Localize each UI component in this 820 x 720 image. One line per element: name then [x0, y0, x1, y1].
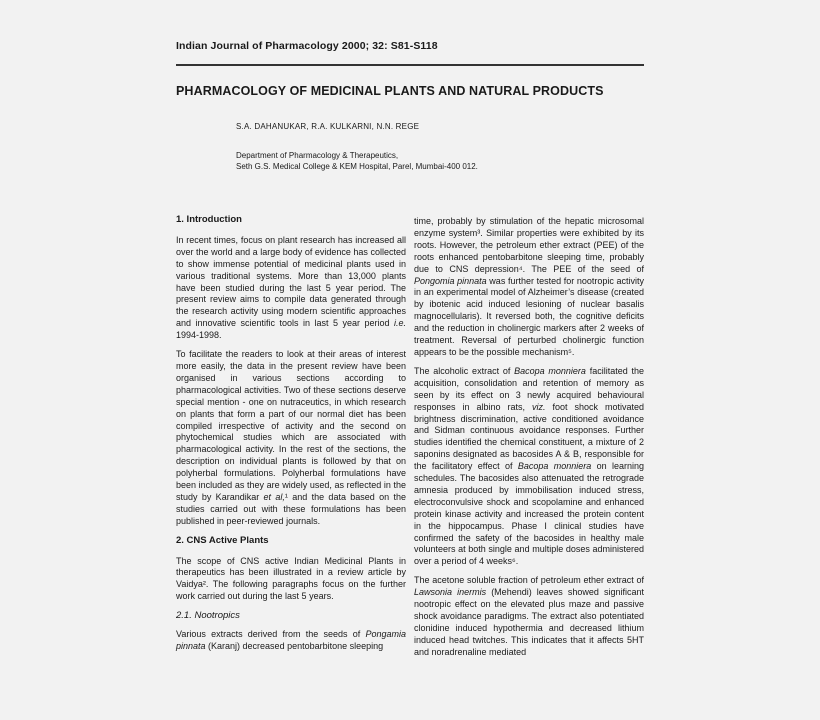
paragraph: [414, 575, 644, 658]
text-run: facilitated the acquisition, consolidation and retention of memory as seen by its effect on 3 newly acquired behavioural responses in albino rats,: [414, 365, 644, 412]
affiliation-line: Department of Pharmacology & Therapeutics,: [236, 151, 399, 160]
header-rule: [176, 64, 644, 66]
text-run: Various extracts derived from the seeds of: [176, 629, 366, 640]
text-run: foot shock motivated brightness discrimination, active conditioned avoidance and Sidman continuous avoidance responses. Further studies identified the chemical constituent, a mixture of 2 saponins designated as bacosides A & B, responsible for the facilitatory effect of: [414, 401, 644, 472]
affiliation-line: Seth G.S. Medical College & KEM Hospital, Parel, Mumbai-400 012.: [236, 162, 478, 171]
text-run: In recent times, focus on plant research has increased all over the world and a large body of evidence has collected to show immense potential of medicinal plants used in various traditional systems. More than 13,000 plants have been studied during the last 5 year period. The present review aims to compile data generated through the research activity using modern scientific approaches and innovative scientific tools in last 5 year period: [176, 234, 406, 329]
species-name: Pongomia pinnata: [414, 275, 487, 286]
affiliation: [236, 150, 478, 172]
species-name: Lawsonia inermis: [414, 587, 487, 598]
right-column: [414, 216, 644, 666]
text-run: To facilitate the readers to look at their areas of interest more easily, the data in the present review have been organised in various sections according to pharmacological activities. Two of these sections deserve special mention - one on nutraceutics, in which research on plants that form a part of our normal diet has been compiled irrespective of activity and the second on phytochemical studies which are associated with pharmacological activity. In the rest of the sections, the description on individual plants is followed by that on polyherbal formulations. Polyherbal formulations have been included as they are widely used, as reflected in the study by Karandikar: [176, 349, 406, 502]
paragraph: [176, 235, 406, 342]
left-column: [176, 214, 406, 660]
section-heading-cns: 2. CNS Active Plants: [176, 534, 269, 546]
species-name: Bacopa monniera: [514, 365, 586, 376]
text-run: 1994-1998.: [176, 330, 222, 341]
text-run: time, probably by stimulation of the hepatic microsomal enzyme system³. Similar properties were exhibited by its roots. However, the petroleum ether extract (PEE) of the roots enhanced pentobarbitone sleeping time, probably due to CNS depression⁴. The PEE of the seed of: [414, 216, 644, 274]
paragraph: [414, 366, 644, 568]
section-heading-introduction: 1. Introduction: [176, 214, 242, 225]
paragraph: [176, 349, 406, 528]
paragraph: [176, 629, 406, 653]
species-name: Pongamia pinnata: [176, 629, 406, 651]
text-run: The acetone soluble fraction of petroleum ether extract of: [414, 575, 644, 586]
text-run: on learning schedules. The bacosides also attenuated the retrograde amnesia produced by immobilisation induced stress, electroconvulsive shock and scopolamine and enhanced protein kinase activity and increased the protein content in the hippocampus. Phase I clinical studies have confirmed the safety of the bacosides in healthy male volunteers at both single and multiple doses administered over a period of 4 weeks⁶.: [414, 461, 644, 567]
article-title: PHARMACOLOGY OF MEDICINAL PLANTS AND NATURAL PRODUCTS: [176, 84, 604, 98]
text-run: (Mehendi) leaves showed significant nootropic effect on the elevated plus maze and passive shock avoidance paradigms. The extract also potentiated clonidine induced hypothermia and decreased lithium induced head twitches. This indicates that it affects 5HT and noradrenaline mediated: [414, 587, 644, 657]
paragraph: The scope of CNS active Indian Medicinal Plants in therapeutics has been illustrated in a review article by Vaidya². The following paragraphs focus on the further work carried out during the last 5 years.: [176, 555, 406, 602]
journal-header: Indian Journal of Pharmacology 2000; 32: S81-S118: [176, 40, 438, 52]
text-run-italic: viz.: [532, 401, 546, 412]
text-run-italic: et al,: [263, 491, 285, 502]
text-run: (Karanj) decreased pentobarbitone sleeping: [205, 641, 384, 651]
species-name: Bacopa monniera: [517, 461, 592, 472]
paragraph: [414, 216, 644, 359]
text-run: ¹ and the data based on the studies carried out with these formulations has been published in peer-reviewed journals.: [176, 491, 406, 526]
text-run-italic: i.e.: [393, 318, 406, 329]
subsection-heading-nootropics: 2.1. Nootropics: [176, 610, 240, 622]
text-run: The alcoholic extract of: [414, 365, 515, 376]
text-run: was further tested for nootropic activity in an experimental model of Alzheimer’s disease (created by ibotenic acid induced lesioning of nuclear basalis magnocellularis). It reversed both, the cognitive deficits and the reduction in cholinergic markers after 2 weeks of treatment. Reversal of perturbed cholinergic function appears to be the possible mechanism⁵.: [414, 275, 644, 357]
author-list: S.A. DAHANUKAR, R.A. KULKARNI, N.N. REGE: [236, 122, 420, 131]
